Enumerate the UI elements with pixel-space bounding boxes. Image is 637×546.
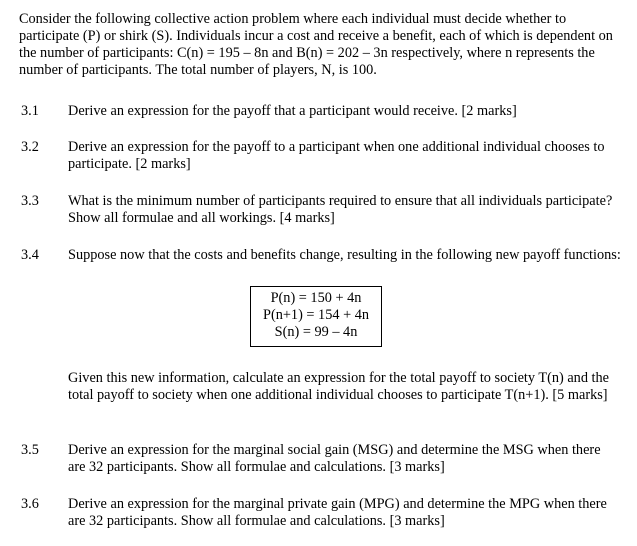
question-3-3: [21, 193, 621, 227]
question-text: Derive an expression for the payoff to a participant when one additional individual chooses to participate. [2 marks]: [68, 139, 605, 172]
question-3-6: [21, 496, 621, 530]
question-text: Derive an expression for the marginal social gain (MSG) and determine the MSG when there are 32 participants. Show all formulae and calculations. [3 marks]: [68, 442, 601, 475]
question-number: 3.3: [21, 193, 39, 209]
question-text: Derive an expression for the payoff that a participant would receive. [2 marks]: [68, 103, 517, 119]
question-number: 3.2: [21, 139, 39, 155]
question-3-5: [21, 442, 621, 476]
question-3-4-continuation: Given this new information, calculate an expression for the total payoff to society T(n) and the total payoff to society when one additional individual chooses to participate T(n+1). [5 marks]: [68, 370, 610, 403]
formula-shirker-payoff: S(n) = 99 – 4n: [274, 324, 358, 340]
question-3-2: [21, 139, 621, 173]
question-text: Suppose now that the costs and benefits change, resulting in the following new payoff functions:: [68, 247, 621, 263]
intro-paragraph: Consider the following collective action problem where each individual must decide whether to participate (P) or shirk (S). Individuals incur a cost and receive a benefit, each of which is dependent on the number of participants: C(n) = 195 – 8n and B(n) = 202 – 3n respectively, where n represents the number of participants. The total number of players, N, is 100.: [19, 11, 613, 78]
question-number: 3.6: [21, 496, 39, 512]
question-number: 3.5: [21, 442, 39, 458]
question-3-1: [21, 103, 621, 120]
payoff-formula-box: [250, 286, 382, 347]
question-text: What is the minimum number of participants required to ensure that all individuals participate? Show all formulae and all workings. [4 marks]: [68, 193, 613, 226]
formula-participant-payoff-plus-one: P(n+1) = 154 + 4n: [263, 307, 369, 323]
question-number: 3.1: [21, 103, 39, 119]
question-number: 3.4: [21, 247, 39, 263]
formula-participant-payoff: P(n) = 150 + 4n: [270, 290, 362, 306]
question-text: Derive an expression for the marginal private gain (MPG) and determine the MPG when there are 32 participants. Show all formulae and calculations. [3 marks]: [68, 496, 607, 529]
question-3-4: [21, 247, 621, 264]
